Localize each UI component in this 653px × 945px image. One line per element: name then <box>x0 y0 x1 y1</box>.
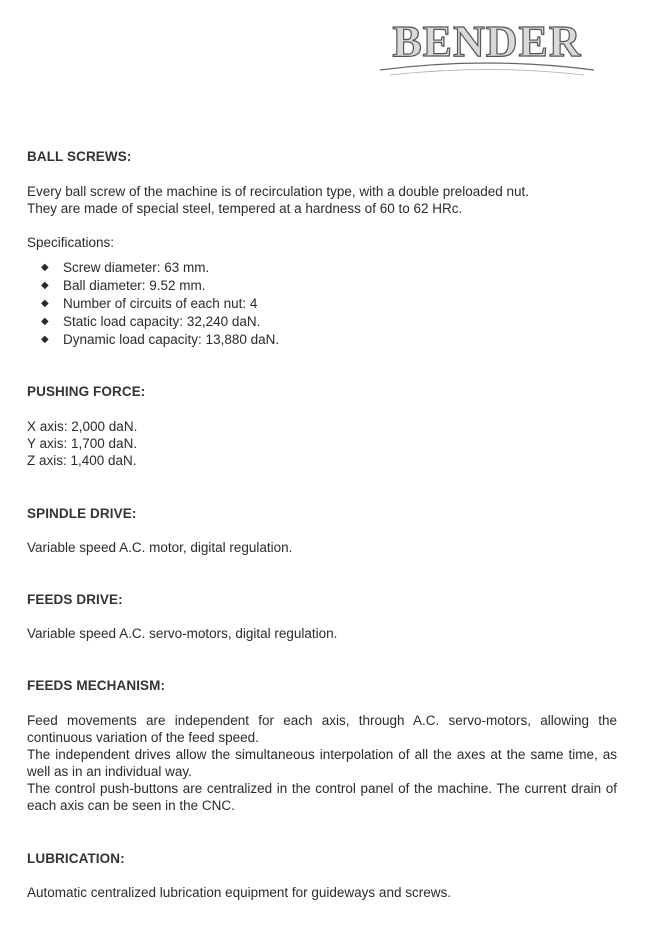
spec-item: ◆ Ball diameter: 9.52 mm. <box>41 278 206 293</box>
diamond-bullet-icon: ◆ <box>41 280 49 291</box>
heading-lubrication: LUBRICATION: <box>27 851 125 866</box>
diamond-bullet-icon: ◆ <box>41 262 49 273</box>
pushing-force-y: Y axis: 1,700 daN. <box>27 436 138 451</box>
spec-list <box>27 259 617 349</box>
pushing-force-x: X axis: 2,000 daN. <box>27 419 138 434</box>
logo-text: BENDER <box>392 17 582 66</box>
heading-spindle-drive: SPINDLE DRIVE: <box>27 506 137 521</box>
logo-swoosh-inner <box>390 70 584 76</box>
heading-pushing-force: PUSHING FORCE: <box>27 384 146 399</box>
spec-item: ◆ Number of circuits of each nut: 4 <box>41 296 258 311</box>
specifications-label: Specifications: <box>27 235 115 250</box>
feeds-mechanism-p1: Feed movements are independent for each axis, through A.C. servo-motors, allowing the continuous variation of the feed speed. <box>27 713 617 745</box>
document-body <box>27 148 617 901</box>
bender-logo-graphic <box>376 12 598 84</box>
ball-screws-p1: Every ball screw of the machine is of recirculation type, with a double preloaded nut. <box>27 184 530 199</box>
pushing-force-z: Z axis: 1,400 daN. <box>27 453 137 468</box>
heading-feeds-mechanism: FEEDS MECHANISM: <box>27 678 166 693</box>
spec-item: ◆ Dynamic load capacity: 13,880 daN. <box>41 332 280 347</box>
bender-logo <box>376 12 598 84</box>
feeds-mechanism-p3: The control push-buttons are centralized in the control panel of the machine. The current drain of each axis can be seen in the CNC. <box>27 781 617 813</box>
feeds-mechanism-p2: The independent drives allow the simultaneous interpolation of all the axes at the same time, as well as in an individual way. <box>27 747 617 779</box>
spec-item: ◆ Static load capacity: 32,240 daN. <box>41 314 261 329</box>
spec-item: ◆ Screw diameter: 63 mm. <box>41 260 210 275</box>
diamond-bullet-icon: ◆ <box>41 298 49 309</box>
lubrication-text: Automatic centralized lubrication equipment for guideways and screws. <box>27 885 451 900</box>
diamond-bullet-icon: ◆ <box>41 316 49 327</box>
ball-screws-p2: They are made of special steel, tempered at a hardness of 60 to 62 HRc. <box>27 201 463 216</box>
feeds-drive-text: Variable speed A.C. servo-motors, digital regulation. <box>27 626 338 641</box>
heading-ball-screws: BALL SCREWS: <box>27 149 132 164</box>
heading-feeds-drive: FEEDS DRIVE: <box>27 592 123 607</box>
spindle-drive-text: Variable speed A.C. motor, digital regulation. <box>27 540 293 555</box>
diamond-bullet-icon: ◆ <box>41 334 49 345</box>
